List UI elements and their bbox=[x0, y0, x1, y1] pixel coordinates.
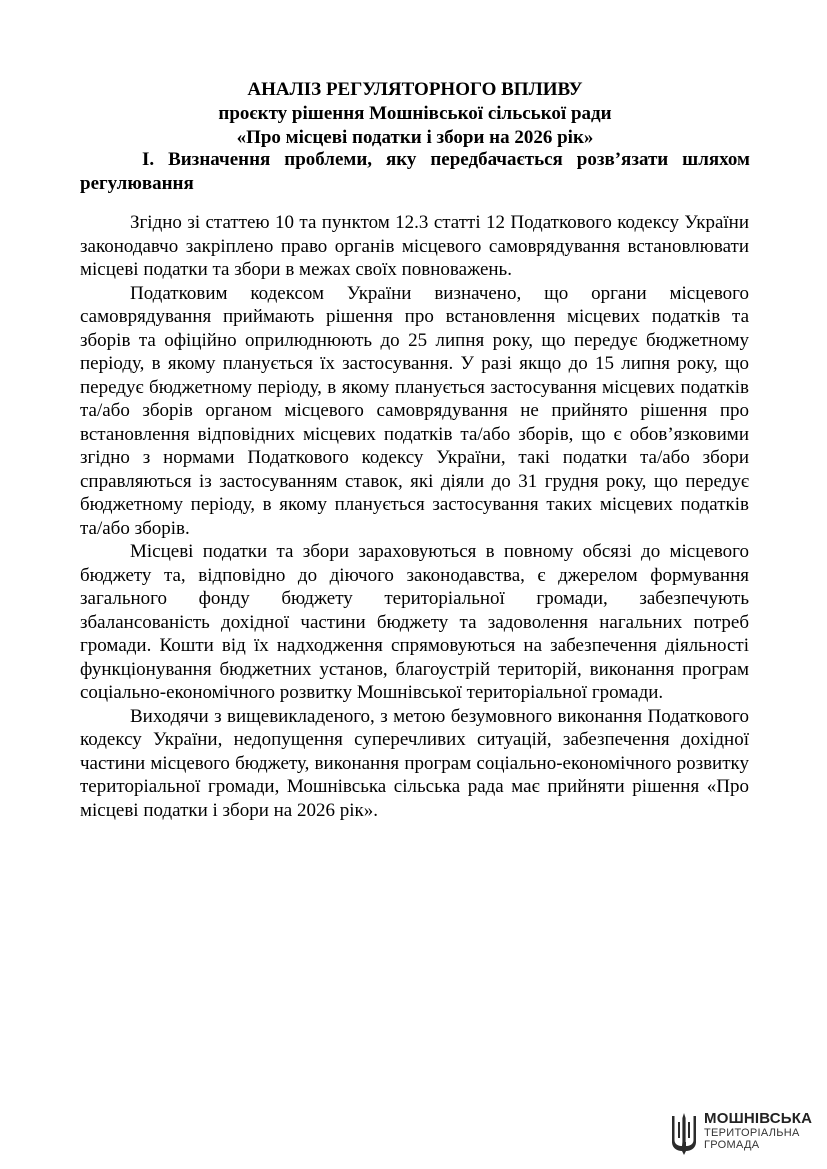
document-title: АНАЛІЗ РЕГУЛЯТОРНОГО ВПЛИВУ bbox=[247, 79, 583, 100]
logo-subtitle-line2: ГРОМАДА bbox=[704, 1139, 760, 1151]
logo-name: МОШНІВСЬКА bbox=[704, 1110, 813, 1127]
decision-title: «Про місцеві податки і збори на 2026 рік» bbox=[236, 127, 594, 148]
logo-subtitle-line1: ТЕРИТОРІАЛЬНА bbox=[704, 1127, 800, 1139]
community-logo bbox=[670, 1110, 813, 1160]
section-heading-line1: І. Визначення проблеми, яку передбачається розв’язати шляхом bbox=[142, 149, 750, 170]
section-heading bbox=[80, 148, 750, 196]
paragraph: Податковим кодексом України визначено, що органи місцевого самоврядування приймають рішення про встановлення місцевих податків та зборів та офіційно оприлюднюють до 25 липня року, що передує бюджетному періоду, в якому планується їх застосування. У разі якщо до 15 липня року, що передує бюджетному періоду, в якому планується застосування місцевих податків та/або зборів органом місцевого самоврядування не прийнято рішення про встановлення відповідних місцевих податків та/або зборів, що є обов’язковими згідно з нормами Податкового кодексу України, такі податки та/або збори справляються із застосуванням ставок, які діяли до 31 грудня року, що передує бюджетному періоду, в якому планується застосування таких місцевих податків та/або зборів. bbox=[80, 282, 749, 539]
paragraph: Згідно зі статтею 10 та пунктом 12.3 статті 12 Податкового кодексу України законодавчо закріплено право органів місцевого самоврядування встановлювати місцеві податки та збори в межах своїх повноважень. bbox=[80, 212, 749, 280]
document-subtitle: проєкту рішення Мошнівської сільської ради bbox=[218, 103, 612, 124]
trident-icon bbox=[670, 1112, 698, 1156]
logo-text bbox=[704, 1110, 812, 1151]
paragraph: Місцеві податки та збори зараховуються в повному обсязі до місцевого бюджету та, відповідно до діючого законодавства, є джерелом формування загального фонду бюджету територіальної громади, забезпечують збалансованість дохідної частини бюджету та задоволення нагальних потреб громади. Кошти від їх надходження спрямовуються на забезпечення діяльності функціонування бюджетних установ, благоустрій територій, виконання програм соціально-економічного розвитку Мошнівської територіальної громади. bbox=[80, 541, 749, 703]
paragraph: Виходячи з вищевикладеного, з метою безумовного виконання Податкового кодексу України, недопущення суперечливих ситуацій, забезпечення дохідної частини місцевого бюджету, виконання програм соціально-економічного розвитку територіальної громади, Мошнівська сільська рада має прийняти рішення «Про місцеві податки і збори на 2026 рік». bbox=[80, 705, 749, 821]
document-header bbox=[80, 78, 750, 150]
section-heading-line2: регулювання bbox=[80, 173, 194, 194]
document-body bbox=[80, 211, 749, 822]
